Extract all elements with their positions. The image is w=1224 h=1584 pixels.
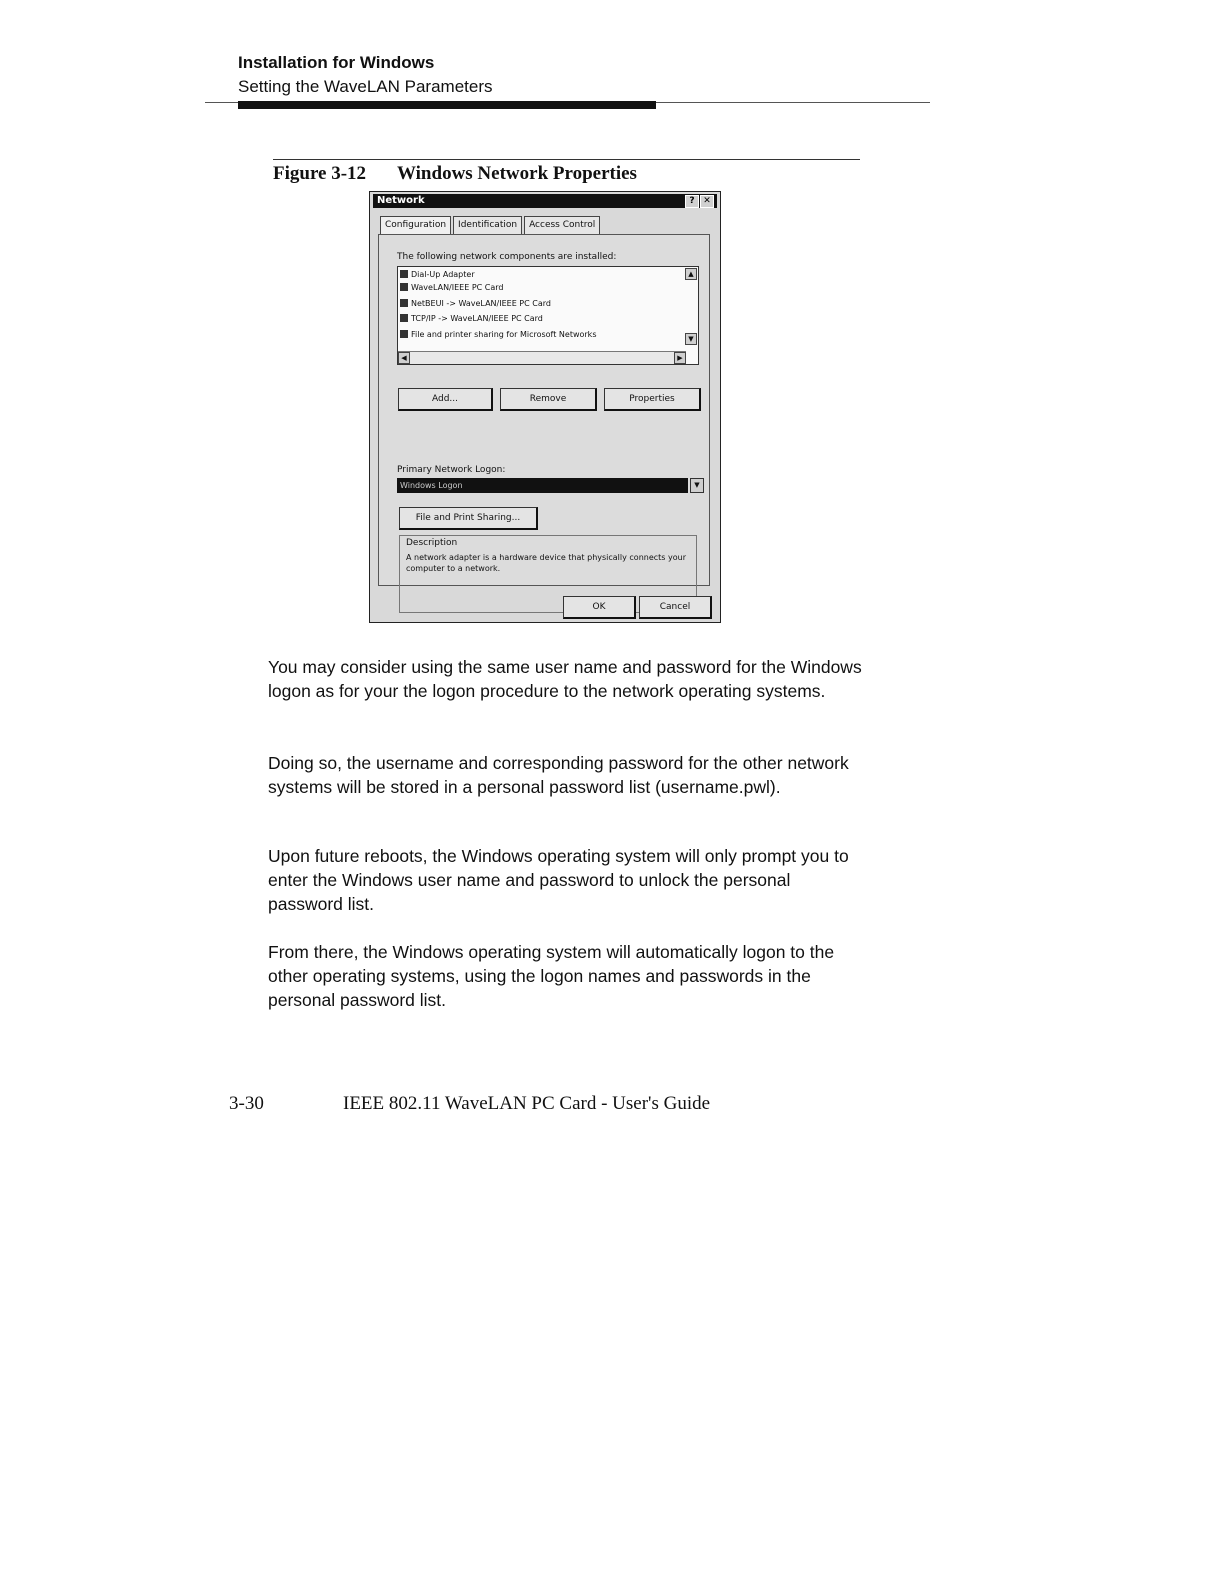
dialog-title: Network — [377, 195, 425, 206]
scroll-down-icon[interactable]: ▼ — [685, 333, 697, 345]
body-paragraph: Doing so, the username and corresponding password for the other network systems will be stored in a personal password list (username.pwl). — [268, 753, 849, 797]
description-text: A network adapter is a hardware device that physically connects your computer to a network. — [406, 553, 686, 573]
body-paragraph: You may consider using the same user name and password for the Windows logon as for your the logon procedure to the network operating systems. — [268, 657, 862, 701]
dialog-titlebar — [373, 194, 717, 208]
network-adapter-icon — [400, 283, 408, 291]
description-label: Description — [406, 538, 458, 548]
list-item[interactable]: File and printer sharing for Microsoft Networks — [400, 329, 596, 340]
primary-logon-label: Primary Network Logon: — [397, 465, 506, 475]
figure-number: Figure 3-12 — [273, 163, 367, 184]
page-number: 3-30 — [229, 1093, 264, 1114]
primary-logon-select[interactable]: Windows Logon — [397, 478, 688, 493]
tab-access-control[interactable]: Access Control — [524, 216, 600, 234]
tab-identification[interactable]: Identification — [453, 216, 522, 234]
configuration-panel — [378, 234, 710, 586]
network-adapter-icon — [400, 270, 408, 278]
close-icon[interactable]: ✕ — [700, 195, 714, 208]
figure-title: Windows Network Properties — [397, 163, 637, 184]
list-item[interactable]: Dial-Up Adapter — [400, 269, 475, 280]
add-button[interactable]: Add... — [398, 388, 493, 411]
list-item[interactable]: TCP/IP -> WaveLAN/IEEE PC Card — [400, 313, 543, 324]
horizontal-scrollbar[interactable] — [398, 351, 686, 364]
footer-title: IEEE 802.11 WaveLAN PC Card - User's Guide — [343, 1093, 711, 1114]
scroll-up-icon[interactable]: ▲ — [685, 268, 697, 280]
ok-button[interactable]: OK — [563, 596, 636, 619]
cancel-button[interactable]: Cancel — [639, 596, 712, 619]
figure-rule — [273, 159, 860, 160]
file-print-sharing-button[interactable]: File and Print Sharing... — [399, 507, 538, 530]
body-paragraph: Upon future reboots, the Windows operating system will only prompt you to enter the Windows user name and password to unlock the personal password list. — [268, 846, 849, 914]
network-dialog — [369, 191, 721, 623]
list-item[interactable]: WaveLAN/IEEE PC Card — [400, 282, 503, 293]
properties-button[interactable]: Properties — [604, 388, 701, 411]
section-title: Installation for Windows — [238, 53, 435, 72]
components-label: The following network components are installed: — [397, 252, 617, 262]
scroll-left-icon[interactable]: ◀ — [398, 352, 410, 364]
figure-caption — [273, 163, 637, 185]
chevron-down-icon[interactable]: ▼ — [690, 478, 704, 493]
components-list[interactable] — [397, 266, 699, 365]
list-item[interactable]: NetBEUI -> WaveLAN/IEEE PC Card — [400, 298, 551, 309]
service-icon — [400, 330, 408, 338]
dialog-tabs — [380, 216, 602, 234]
protocol-icon — [400, 314, 408, 322]
section-subtitle: Setting the WaveLAN Parameters — [238, 77, 493, 96]
body-paragraph: From there, the Windows operating system will automatically logon to the other operating systems, using the logon names and passwords in the personal password list. — [268, 942, 835, 1010]
remove-button[interactable]: Remove — [500, 388, 597, 411]
scroll-right-icon[interactable]: ▶ — [674, 352, 686, 364]
protocol-icon — [400, 299, 408, 307]
header-rule-bar — [238, 101, 656, 109]
tab-configuration[interactable]: Configuration — [380, 216, 451, 234]
help-icon[interactable]: ? — [685, 195, 699, 208]
